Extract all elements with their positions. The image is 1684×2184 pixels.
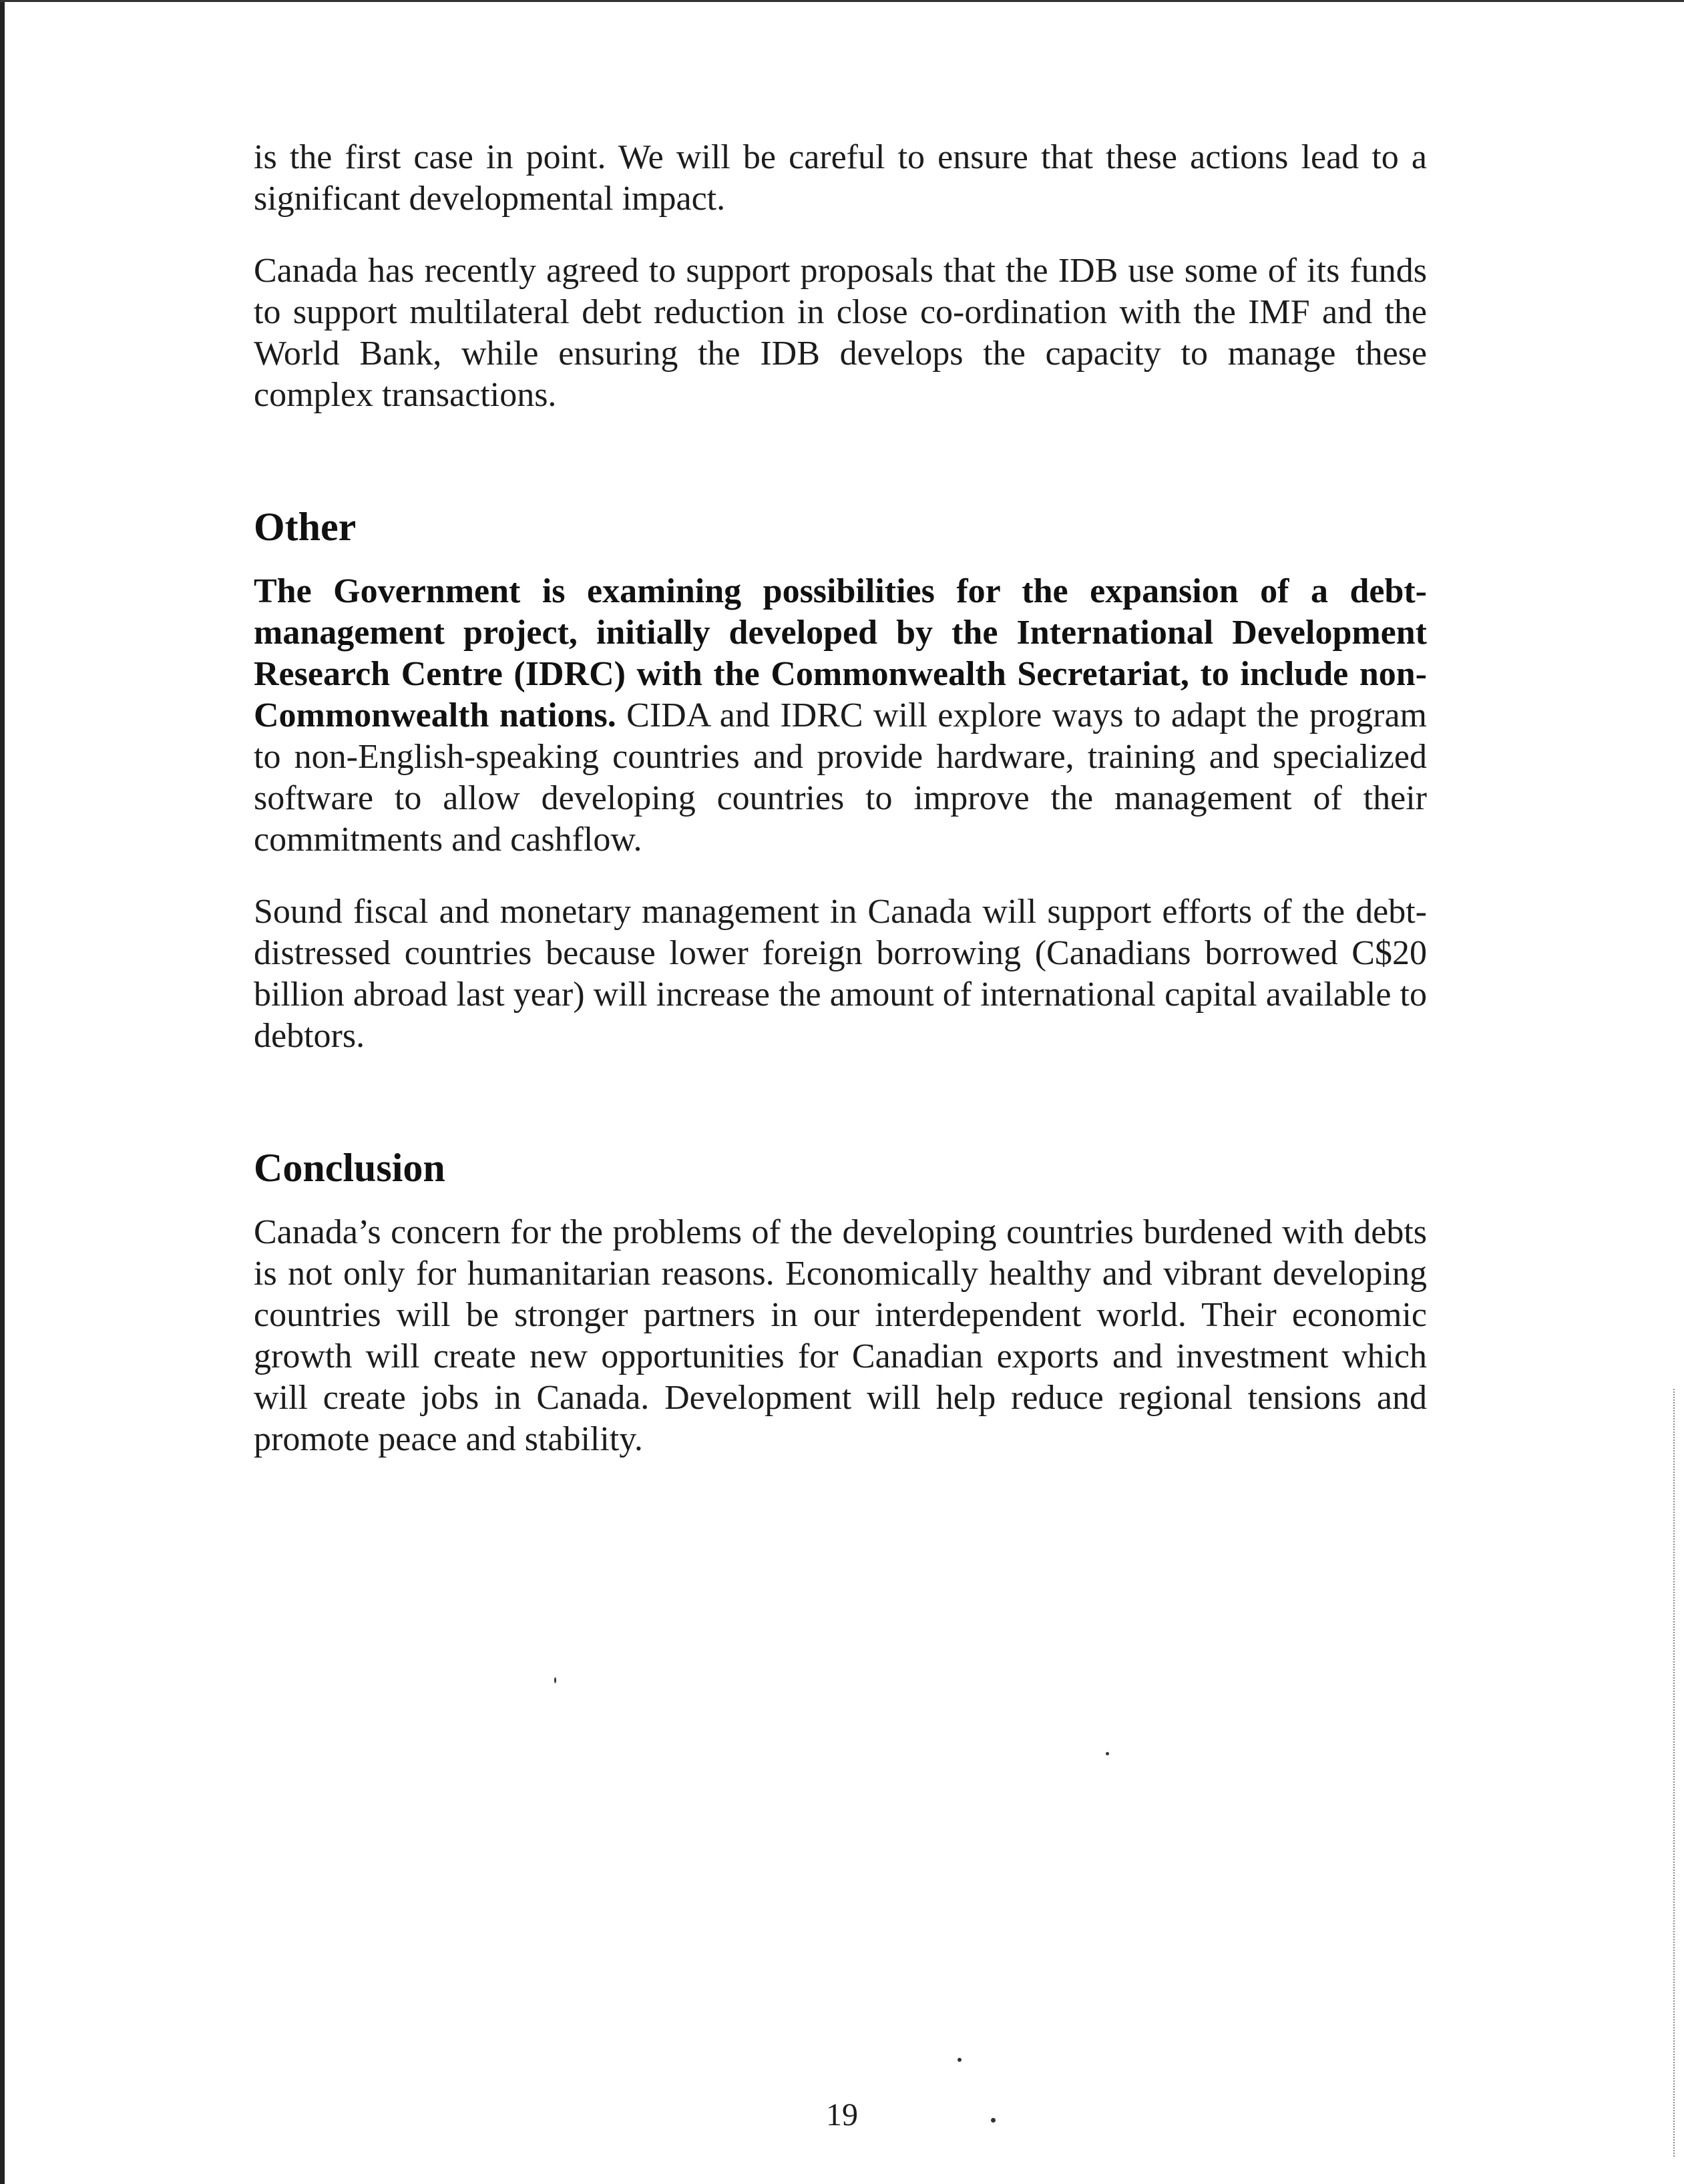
document-body — [254, 137, 1427, 1491]
conclusion-paragraph: Canada’s concern for the problems of the developing countries burdened with debts is not only for humanitarian reasons. Economically healthy and vibrant developing countries will be stronger partners in our interdependent world. Their economic growth will create new opportunities for Canadian exports and investment which will create jobs in Canada. Development will help reduce regional tensions and promote peace and stability. — [254, 1213, 1427, 1458]
scan-edge-right — [1672, 1389, 1675, 2157]
other-bold-lead: The Government is examining possibilities for the expansion of a debt-management project, initially developed by the International Development Research Centre (IDRC) with the Commonwealth Secretariat, to include non-Commonwealth nations. — [254, 572, 1427, 734]
intro-paragraph-2: Canada has recently agreed to support proposals that the IDB use some of its funds to support multilateral debt reduction in close co-ordination with the IMF and the World Bank, while ensuring the IDB develops the capacity to manage these complex transactions. — [254, 252, 1427, 414]
scan-speck — [1106, 1752, 1109, 1755]
intro-paragraph-1: is the first case in point. We will be careful to ensure that these actions lead to a significant developmental impact. — [254, 138, 1427, 218]
other-paragraph-2: Sound fiscal and monetary management in Canada will support efforts of the debt-distressed countries because lower foreign borrowing (Canadians borrowed C$20 billion abroad last year) will increase the amount of international capital available to debtors. — [254, 893, 1427, 1055]
scan-edge-left — [0, 0, 5, 2184]
scan-edge-top — [0, 0, 1684, 2]
section-heading-conclusion: Conclusion — [254, 1146, 445, 1190]
other-paragraph-1 — [254, 571, 1427, 861]
section-heading-other: Other — [254, 505, 357, 549]
scan-speck — [958, 2058, 962, 2062]
page-number: 19 — [826, 2097, 858, 2133]
other-lead-continuation: CIDA and IDRC will explore ways to adapt the program to non-English-speaking countries and provide hardware, training and specialized software to allow developing countries to improve the management of their commitments and cashflow. — [254, 696, 1428, 859]
scan-speck — [554, 1677, 556, 1683]
